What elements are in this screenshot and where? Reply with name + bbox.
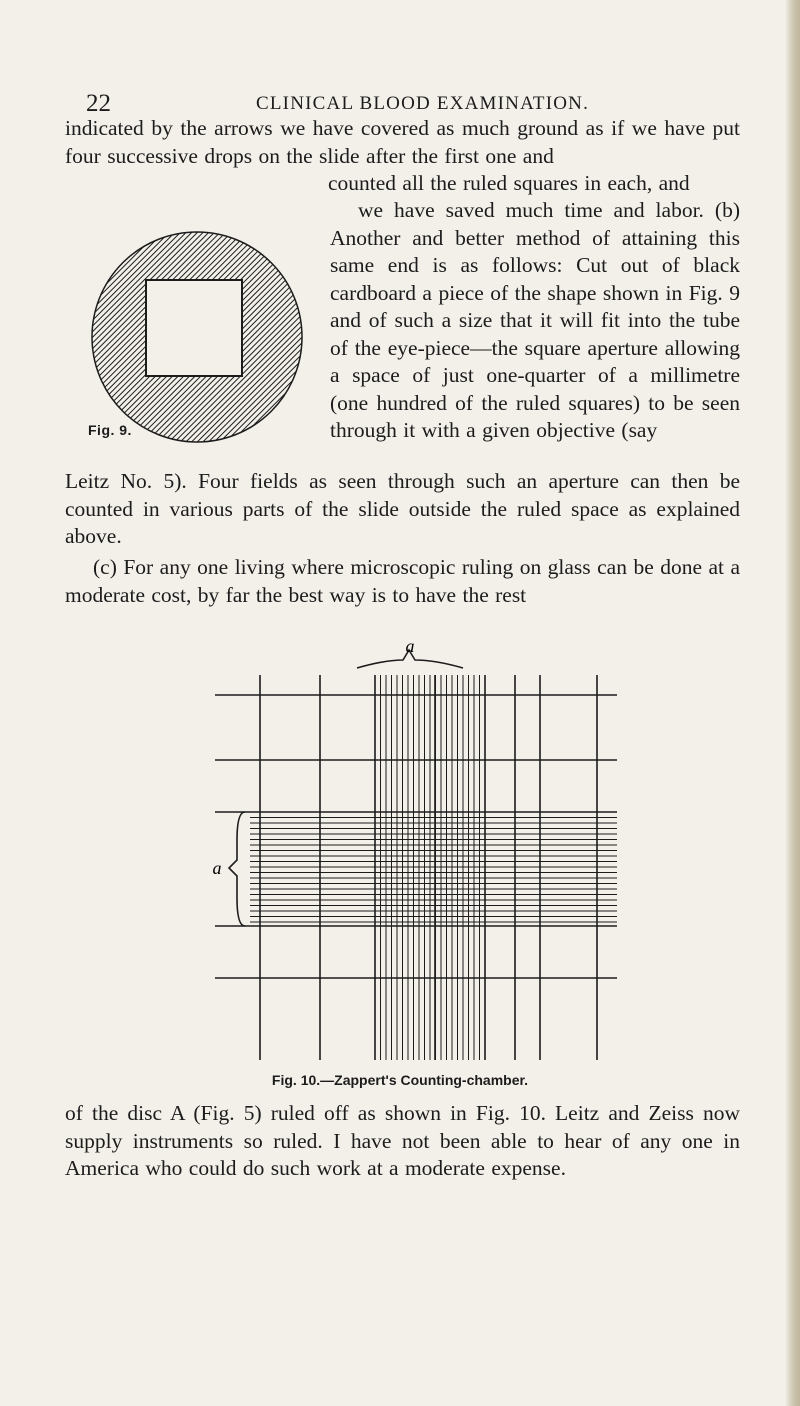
- page-edge-shadow: [786, 0, 800, 1406]
- top-label-a: a: [405, 640, 415, 656]
- fig10-counting-chamber-diagram: [205, 640, 625, 1080]
- paragraph-disc-a: of the disc A (Fig. 5) ruled off as shown in Fig. 10. Leitz and Zeiss now supply instruments so ruled. I have not been able to hear of any one in America who could do such work at a moderate expense.: [65, 1101, 740, 1180]
- fig9-disc-diagram: [88, 228, 306, 446]
- paragraph-leitz: Leitz No. 5). Four fields as seen through such an aperture can then be counted in various parts of the slide outside the ruled space as explained above.: [65, 469, 740, 548]
- paragraph-method-b: we have saved much time and labor. (b) Another and better method of attaining this same end is as follows: Cut out of black cardboard a piece of the shape shown in Fig. 9 and of such a size that it will fit into the tube of the eye-piece—the square aperture allowing a space of just one-quarter of a millimetre (one hundred of the ruled squares) to be seen through it with a given objective (say: [330, 198, 740, 442]
- page-number: 22: [86, 90, 111, 117]
- running-head: CLINICAL BLOOD EXAMINATION.: [256, 93, 590, 114]
- paragraph-method-c: (c) For any one living where microscopic ruling on glass can be done at a moderate cost, by far the best way is to have the rest: [65, 555, 740, 607]
- paragraph-wrap-line: counted all the ruled squares in each, and: [328, 171, 690, 195]
- left-label-a: a: [212, 858, 222, 878]
- left-brace: [229, 812, 245, 926]
- fig9-caption: Fig. 9.: [88, 422, 132, 438]
- fig10-caption: Fig. 10.—Zappert's Counting-chamber.: [271, 1072, 529, 1088]
- ruling-lines: [212, 675, 617, 1060]
- square-aperture: [146, 280, 242, 376]
- paragraph-intro: indicated by the arrows we have covered as much ground as if we have put four successive drops on the slide after the first one and: [65, 116, 740, 168]
